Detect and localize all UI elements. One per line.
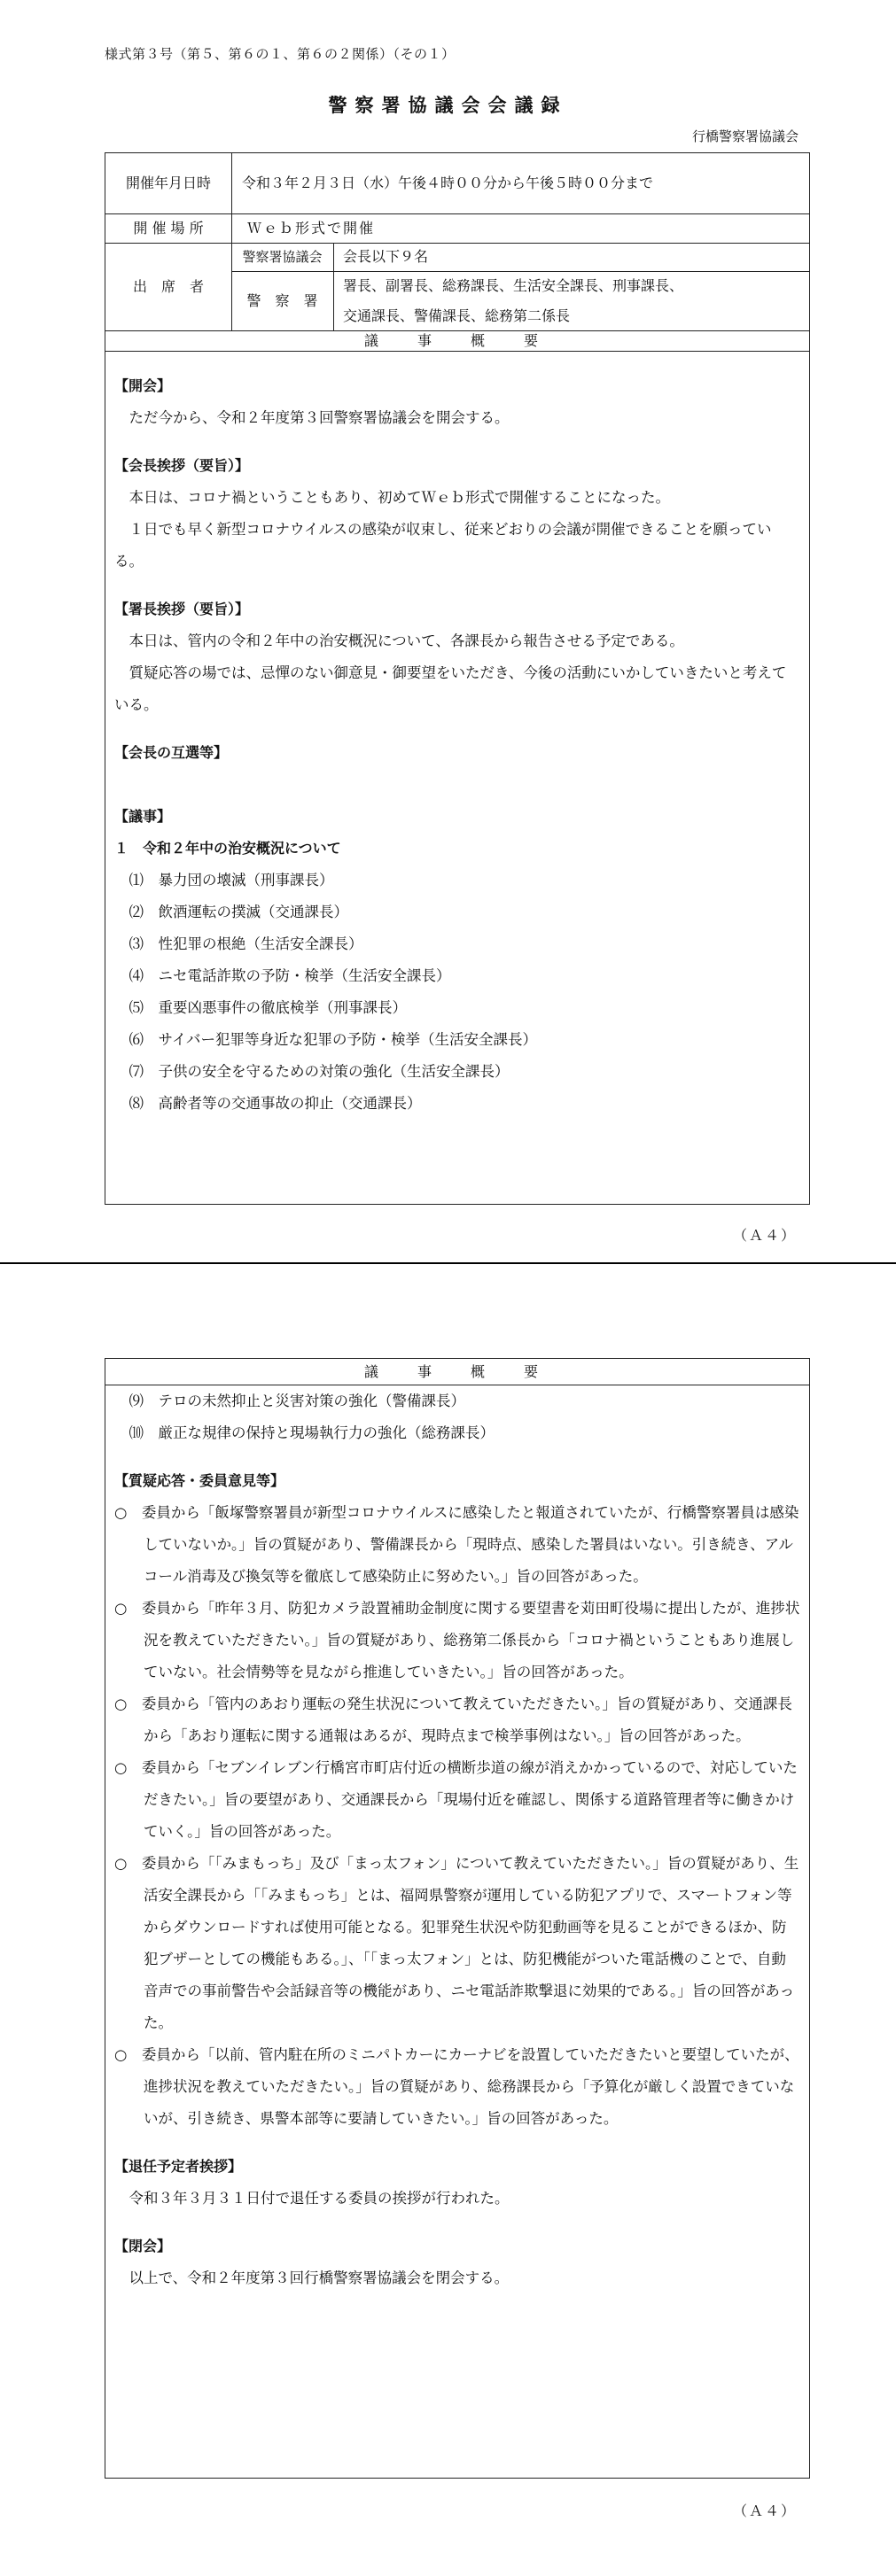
date-value: 令和３年２月３日（水）午後４時００分から午後５時００分まで [242,175,654,191]
paper-size-label: （Ａ４） [732,2502,797,2519]
retire-title: 【退任予定者挨拶】 [114,2158,243,2175]
agenda-item-1: １ 令和２年中の治安概況について [114,840,341,857]
agenda-subitem: ⑶ 性犯罪の根絶（生活安全課長） [129,935,363,952]
qa-item: ○ 委員から「管内のあおり運転の発生状況について教えていただきたい。」旨の質疑があり、交通課長から「あおり運転に関する通報はあるが、現時点まで検挙事例はない。」旨の回答があった。 [114,1695,792,1744]
agenda-subitem: ⑼ テロの未然抑止と災害対策の強化（警備課長） [129,1393,465,1409]
page-1 [0,0,896,1262]
chair-greeting-p1: 本日は、コロナ禍ということもあり、初めてＷｅｂ形式で開催することになった。 [129,489,670,506]
qa-item: ○ 委員から「昨年３月、防犯カメラ設置補助金制度に関する要望書を苅田町役場に提出したが、進捗状況を教えていただきたい。」旨の質疑があり、総務第二係長から「コロナ禍ということもあり進展していない。社会情勢等を見ながら推進していきたい。」旨の回答があった。 [114,1600,800,1680]
council-value: 会長以下９名 [343,248,429,265]
summary-header: 議 事 概 要 [363,1362,550,1380]
chief-greeting-p1: 本日は、管内の令和２年中の治安概況について、各課長から報告させる予定である。 [129,632,684,649]
agenda-subitem: ⑹ サイバー犯罪等身近な犯罪の予防・検挙（生活安全課長） [129,1031,538,1048]
agenda-subitem: ⑷ ニセ電話詐欺の予防・検挙（生活安全課長） [129,967,451,984]
agenda-subitem: ⑻ 高齢者等の交通事故の抑止（交通課長） [129,1095,422,1112]
agenda-subitem: ⑽ 厳正な規律の保持と現場執行力の強化（総務課長） [129,1424,495,1441]
summary-body [114,370,800,1120]
form-number: 様式第３号（第５、第６の１、第６の２関係）（その１） [105,46,456,62]
agenda-subitem: ⑸ 重要凶悪事件の徹底検挙（刑事課長） [129,999,407,1016]
qa-item: ○ 委員から「セブンイレブン行橋宮市町店付近の横断歩道の線が消えかかっているので、対応していただきたい。」旨の要望があり、交通課長から「現場付近を確認し、関係する道路管理者等に働きかけていく。」旨の回答があった。 [114,1759,798,1840]
retire-text: 令和３年３月３１日付で退任する委員の挨拶が行われた。 [129,2190,510,2207]
qa-item: ○ 委員から「以前、管内駐在所のミニパトカーにカーナビを設置していただきたいと要望していたが、進捗状況を教えていただきたい。」旨の質疑があり、総務課長から「予算化が厳しく設置できていないが、引き続き、県警本部等に要請していきたい。」旨の回答があった。 [114,2046,799,2127]
agenda-title: 【議事】 [114,808,172,825]
meeting-info-table [105,152,810,1205]
police-value-line1: 署長、副署長、総務課長、生活安全課長、刑事課長、 [343,277,684,294]
page-2 [0,1264,896,2576]
chair-greeting-title: 【会長挨拶（要旨）】 [114,457,250,474]
place-label: 開 催 場 所 [133,219,204,237]
agenda-subitem: ⑺ 子供の安全を守るための対策の強化（生活安全課長） [129,1063,510,1080]
opening-title: 【開会】 [114,377,172,394]
chair-greeting-p2: １日でも早く新型コロナウイルスの感染が収束し、従来どおりの会議が開催できることを願っている。 [114,521,772,570]
chief-greeting-p2: 質疑応答の場では、忌憚のない御意見・御要望をいただき、今後の活動にいかしていきたいと考えている。 [114,664,787,713]
closing-text: 以上で、令和２年度第３回行橋警察署協議会を閉会する。 [129,2270,510,2286]
qa-title: 【質疑応答・委員意見等】 [114,1472,285,1489]
document-title: 警察署協議会会議録 [328,94,568,116]
summary-continued-box [105,1358,810,2479]
agenda-subitem: ⑴ 暴力団の壊滅（刑事課長） [129,872,334,888]
qa-item: ○ 委員から「「みまもっち」及び「まっ太フォン」について教えていただきたい。」旨の質疑があり、生活安全課長から「「みまもっち」とは、福岡県警察が運用している防犯アプリで、スマートフォン等からダウンロードすれば使用可能となる。犯罪発生状況や防犯動画等を見ることができるほか、防犯ブザーとしての機能もある。」、「「まっ太フォン」とは、防犯機能がついた電話機のことで、自動音声での事前警告や会話録音等の機能があり、ニセ電話詐欺撃退に効果的である。」旨の回答があった。 [114,1855,799,2031]
police-label: 警 察 署 [246,291,318,309]
paper-size-label: （Ａ４） [732,1227,797,1244]
election-title: 【会長の互選等】 [114,744,229,761]
summary-body-continued [114,1385,800,2294]
chief-greeting-title: 【署長挨拶（要旨）】 [114,601,250,617]
council-label: 警察署協議会 [242,248,323,265]
opening-text: ただ今から、令和２年度第３回警察署協議会を開会する。 [129,409,510,426]
qa-item: ○ 委員から「飯塚警察署員が新型コロナウイルスに感染したと報道されていたが、行橋警察署員は感染していないか。」旨の質疑があり、警備課長から「現時点、感染した署員はいない。引き続き、アルコール消毒及び換気等を徹底して感染防止に努めたい。」旨の回答があった。 [114,1504,799,1585]
attendees-label: 出 席 者 [132,277,204,295]
police-value-line2: 交通課長、警備課長、総務第二係長 [343,306,571,324]
summary-header: 議 事 概 要 [363,331,550,349]
closing-title: 【閉会】 [114,2238,172,2254]
agenda-subitem: ⑵ 飲酒運転の撲滅（交通課長） [129,904,348,920]
organization-name: 行橋警察署協議会 [691,128,799,144]
date-label: 開催年月日時 [125,175,211,191]
place-value: Ｗｅｂ形式で開催 [247,219,376,237]
